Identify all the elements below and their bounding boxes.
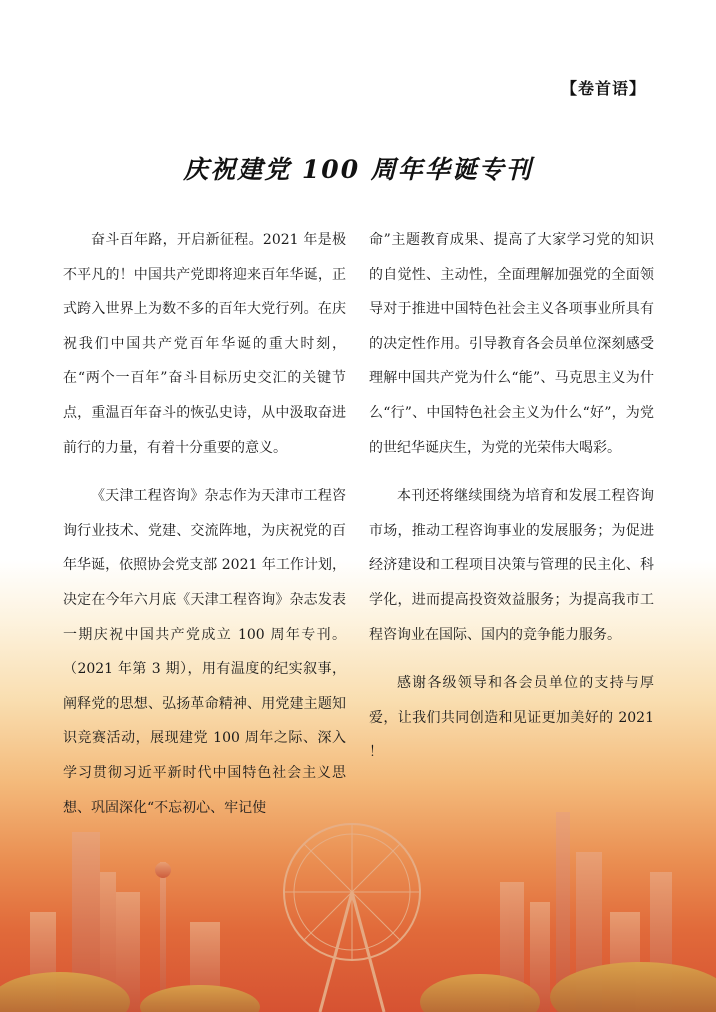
right-column: [369, 223, 654, 770]
paragraph-thanks: 感谢各级领导和各会员单位的支持与厚爱，让我们共同创造和见证更加美好的 2021 ！: [369, 675, 654, 761]
left-column: [63, 223, 346, 825]
paragraph-continuation: 命”主题教育成果、提高了大家学习党的知识的自觉性、主动性，全面理解加强党的全面领导对于推进中国特色社会主义各项事业所具有的决定性作用。引导教育各会员单位深刻感受理解中国共产党为什么“能”、马克思主义为什么“行”、中国特色社会主义为什么“好”，为党的世纪华诞庆生，为党的光荣伟大喝彩。: [369, 232, 654, 456]
paragraph-intro: 奋斗百年路，开启新征程。2021 年是极不平凡的！中国共产党即将迎来百年华诞，正式跨入世界上为数不多的百年大党行列。在庆祝我们中国共产党百年华诞的重大时刻，在“两个一百年”奋斗目标历史交汇的关键节点，重温百年奋斗的恢弘史诗，从中汲取奋进前行的力量，有着十分重要的意义。: [63, 232, 346, 456]
city-skyline-illustration: [0, 812, 716, 1012]
page-title: 庆祝建党 100 周年华诞专刊: [183, 155, 533, 184]
ferris-wheel: [284, 824, 420, 1012]
paragraph-mission: 本刊还将继续围绕为培育和发展工程咨询市场，推动工程咨询事业的发展服务；为促进经济建设和工程项目决策与管理的民主化、科学化，进而提高投资效益服务；为提高我市工程咨询业在国际、国内的竞争能力服务。: [369, 488, 654, 643]
section-tag: 【卷首语】: [560, 79, 646, 98]
paragraph-magazine: 《天津工程咨询》杂志作为天津市工程咨询行业技术、党建、交流阵地，为庆祝党的百年华诞，依照协会党支部 2021 年工作计划，决定在今年六月底《天津工程咨询》杂志发表一期庆祝中国共产党成立 100 周年专刊。（2021 年第 3 期），用有温度的纪实叙事，阐释党的思想、弘扬革命精神、用党建主题知识竞赛活动，展现建党 100 周年之际、深入学习贯彻习近平新时代中国特色社会主义思想、巩固深化“不忘初心、牢记使: [63, 488, 346, 816]
